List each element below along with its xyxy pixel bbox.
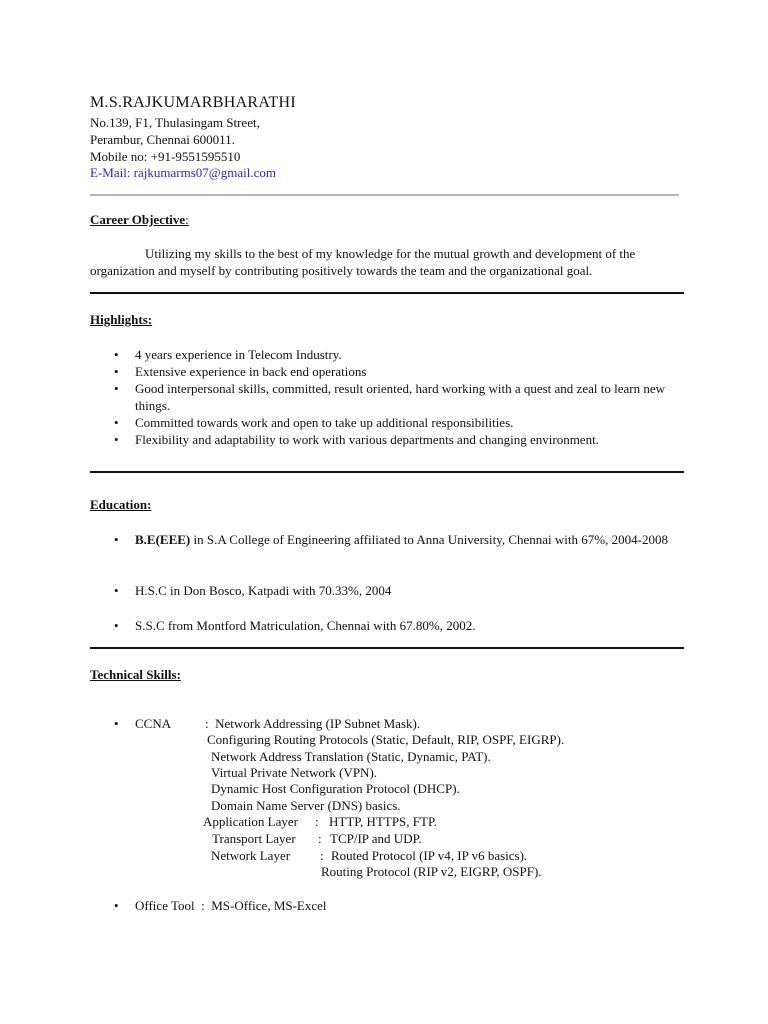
layer-value: TCP/IP and UDP. [330, 831, 422, 846]
layer-value: HTTP, HTTPS, FTP. [329, 814, 437, 829]
ccna-line: Dynamic Host Configuration Protocol (DHCP). [211, 781, 460, 796]
list-item: • S.S.C from Montford Matriculation, Chennai with 67.80%, 2002. [114, 618, 476, 633]
routing-protocol-line: Routing Protocol (RIP v2, EIGRP, OSPF). [321, 864, 542, 879]
section-divider [90, 471, 684, 473]
technical-skills-heading: Technical Skills: [90, 667, 181, 682]
layer-name: Network Layer [211, 848, 291, 863]
list-item: • 4 years experience in Telecom Industry. [114, 347, 342, 362]
bullet-icon: • [114, 898, 119, 913]
layer-separator: : [320, 848, 324, 863]
office-tool-line: Office Tool : MS-Office, MS-Excel [135, 898, 327, 913]
layer-name: Application Layer [203, 814, 298, 829]
bullet-icon: • [114, 532, 119, 547]
ccna-line: Virtual Private Network (VPN). [211, 765, 378, 780]
career-objective-text: Utilizing my skills to the best of my knowledge for the mutual growth and development of the organization and myself by contributing positively towards the team and the organizational goal. [90, 246, 636, 278]
list-item: • H.S.C in Don Bosco, Katpadi with 70.33%, 2004 [114, 583, 392, 598]
bullet-icon: • [114, 364, 119, 379]
header-divider [90, 194, 679, 196]
address-line-1: No.139, F1, Thulasingam Street, [90, 115, 260, 130]
candidate-name: M.S.RAJKUMARBHARATHI [90, 94, 297, 111]
list-item: • Flexibility and adaptability to work with various departments and changing environment. [114, 432, 599, 447]
ccna-line: Domain Name Server (DNS) basics. [211, 798, 401, 813]
section-divider [90, 647, 684, 649]
bullet-icon: • [114, 381, 119, 396]
address-line-2: Perambur, Chennai 600011. [90, 132, 235, 147]
education-heading: Education: [90, 497, 152, 512]
list-item: • B.E(EEE) in S.A College of Engineering affiliated to Anna University, Chennai with 67%, 2004-2008 [114, 532, 668, 547]
layer-separator: : [315, 814, 319, 829]
bullet-icon: • [114, 583, 119, 598]
education-list [90, 617, 690, 634]
education-list [90, 582, 690, 599]
layer-value: Routed Protocol (IP v4, IP v6 basics). [331, 848, 528, 863]
ccna-line: Configuring Routing Protocols (Static, Default, RIP, OSPF, EIGRP). [207, 732, 565, 747]
layer-separator: : [318, 831, 322, 846]
list-item: • Good interpersonal skills, committed, result oriented, hard working with a quest and zeal to learn new things. [114, 381, 665, 413]
highlights-list [90, 346, 690, 448]
ccna-line: Network Address Translation (Static, Dynamic, PAT). [211, 749, 491, 764]
ccna-label: CCNA [135, 716, 172, 731]
bullet-icon: • [114, 347, 119, 362]
section-divider [90, 292, 684, 294]
list-item: • Extensive experience in back end operations [114, 364, 367, 379]
career-objective-heading: Career Objective: [90, 212, 189, 227]
bullet-icon: • [114, 618, 119, 633]
highlights-heading: Highlights: [90, 312, 153, 327]
mobile-number: Mobile no: +91-9551595510 [90, 149, 241, 164]
ccna-line: : Network Addressing (IP Subnet Mask). [205, 716, 421, 731]
bullet-icon: • [114, 716, 119, 731]
email-address[interactable]: E-Mail: rajkumarms07@gmail.com [90, 165, 276, 180]
education-list [90, 531, 690, 548]
bullet-icon: • [114, 415, 119, 430]
bullet-icon: • [114, 432, 119, 447]
layer-name: Transport Layer [212, 831, 296, 846]
list-item: • Committed towards work and open to take up additional responsibilities. [114, 415, 514, 430]
